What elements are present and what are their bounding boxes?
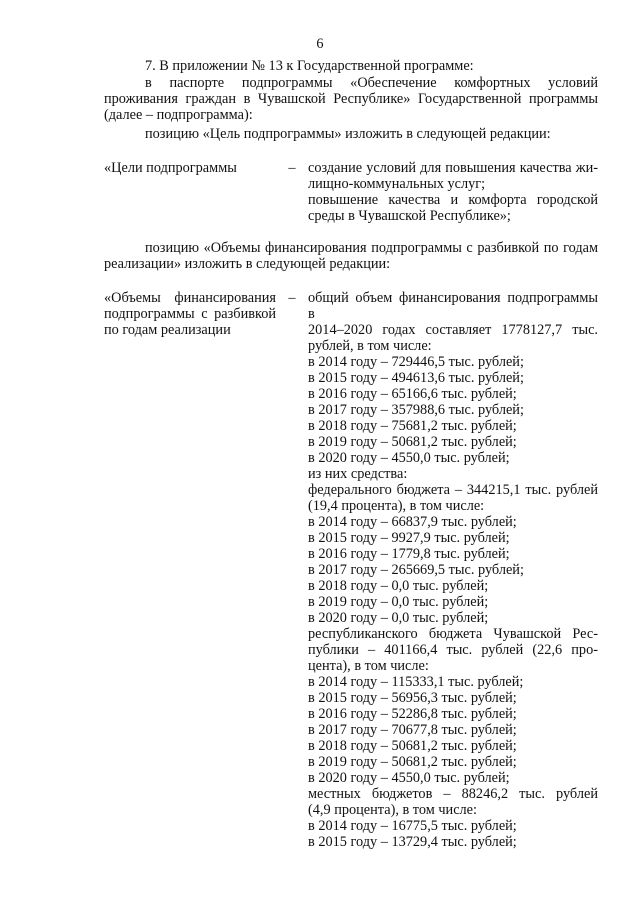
- item7-intro: в паспорте подпрограммы «Обеспечение комфортных условий проживания граждан в Чувашской Республике» Государственной программы (далее – подпрограмма):: [104, 75, 598, 123]
- goal-label: «Цели подпрограммы: [104, 160, 237, 176]
- financing-line: в 2015 году – 13729,4 тыс. рублей;: [308, 834, 517, 850]
- financing-line: из них средства:: [308, 466, 408, 482]
- financing-label-line: «Объемы финансирования: [104, 290, 276, 306]
- financing-line: в 2019 году – 50681,2 тыс. рублей;: [308, 434, 517, 450]
- goal-line: повышение качества и комфорта городской: [308, 192, 598, 208]
- financing-dash: –: [288, 290, 296, 306]
- financing-line: в 2018 году – 50681,2 тыс. рублей;: [308, 738, 517, 754]
- financing-line: (19,4 процента), в том числе:: [308, 498, 485, 514]
- financing-line: 2014–2020 годах составляет 1778127,7 тыс.: [308, 322, 598, 338]
- financing-line: в 2016 году – 1779,8 тыс. рублей;: [308, 546, 510, 562]
- financing-line: в 2017 году – 357988,6 тыс. рублей;: [308, 402, 524, 418]
- financing-line: цента), в том числе:: [308, 658, 429, 674]
- financing-line: в 2015 году – 494613,6 тыс. рублей;: [308, 370, 524, 386]
- financing-line: в 2020 году – 4550,0 тыс. рублей;: [308, 450, 510, 466]
- goal-line: создание условий для повышения качества жи-: [308, 160, 598, 176]
- position-financing-instruction: позицию «Объемы финансирования подпрограммы с разбивкой по годам реализации» изложить в следующей редакции:: [104, 240, 598, 272]
- financing-line: в 2016 году – 52286,8 тыс. рублей;: [308, 706, 517, 722]
- financing-line: в 2014 году – 115333,1 тыс. рублей;: [308, 674, 524, 690]
- financing-label: [104, 290, 276, 338]
- financing-line: в 2015 году – 56956,3 тыс. рублей;: [308, 690, 517, 706]
- financing-line: местных бюджетов – 88246,2 тыс. рублей: [308, 786, 598, 802]
- financing-line: в 2017 году – 70677,8 тыс. рублей;: [308, 722, 517, 738]
- financing-line: в 2018 году – 0,0 тыс. рублей;: [308, 578, 489, 594]
- financing-line: в 2019 году – 0,0 тыс. рублей;: [308, 594, 489, 610]
- position-goal-instruction: позицию «Цель подпрограммы» изложить в следующей редакции:: [145, 126, 551, 142]
- goal-dash: –: [288, 160, 296, 176]
- financing-line: в 2018 году – 75681,2 тыс. рублей;: [308, 418, 517, 434]
- financing-line: в 2017 году – 265669,5 тыс. рублей;: [308, 562, 524, 578]
- financing-line: в 2014 году – 729446,5 тыс. рублей;: [308, 354, 524, 370]
- financing-line: публики – 401166,4 тыс. рублей (22,6 про-: [308, 642, 598, 658]
- financing-line: в 2014 году – 66837,9 тыс. рублей;: [308, 514, 517, 530]
- financing-line: в 2020 году – 4550,0 тыс. рублей;: [308, 770, 510, 786]
- item7-heading: 7. В приложении № 13 к Государственной программе:: [145, 58, 474, 74]
- financing-line: в 2019 году – 50681,2 тыс. рублей;: [308, 754, 517, 770]
- financing-label-line: по годам реализации: [104, 322, 231, 338]
- financing-values: [308, 290, 598, 850]
- financing-line: (4,9 процента), в том числе:: [308, 802, 478, 818]
- financing-label-line: подпрограммы с разбивкой: [104, 306, 276, 322]
- financing-line: в 2020 году – 0,0 тыс. рублей;: [308, 610, 489, 626]
- page-number: 6: [316, 36, 324, 52]
- financing-line: в 2016 году – 65166,6 тыс. рублей;: [308, 386, 517, 402]
- goal-line: среды в Чувашской Республике»;: [308, 208, 511, 224]
- financing-line: федерального бюджета – 344215,1 тыс. рублей: [308, 482, 598, 498]
- financing-line: республиканского бюджета Чувашской Рес-: [308, 626, 598, 642]
- financing-line: в 2014 году – 16775,5 тыс. рублей;: [308, 818, 517, 834]
- goal-values: [308, 160, 598, 224]
- goal-line: лищно-коммунальных услуг;: [308, 176, 486, 192]
- financing-line: рублей, в том числе:: [308, 338, 432, 354]
- financing-line: общий объем финансирования подпрограммы в: [308, 290, 598, 322]
- financing-line: в 2015 году – 9927,9 тыс. рублей;: [308, 530, 510, 546]
